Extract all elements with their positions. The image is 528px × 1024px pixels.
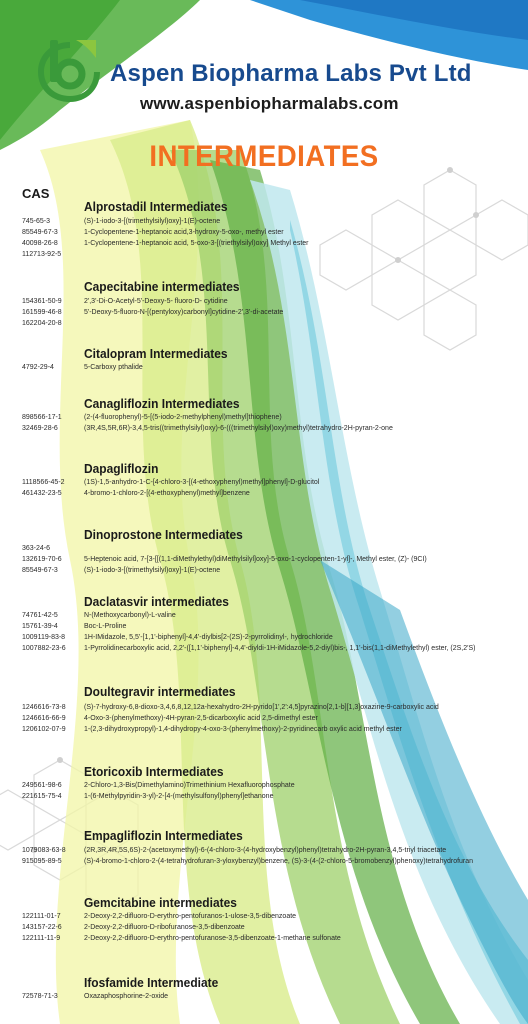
cas-number: 1009119-83-8 xyxy=(22,634,66,641)
compound-row xyxy=(0,856,528,867)
compound-row xyxy=(0,845,528,856)
compound-name: Boc-L-Proline xyxy=(84,623,127,630)
section-title: Dapagliflozin xyxy=(84,461,159,476)
page-title: INTERMEDIATES xyxy=(149,140,379,173)
cas-number: 154361-50-9 xyxy=(22,298,62,305)
cas-number: 122111-11-9 xyxy=(22,935,61,942)
compound-name: 4-Oxo-3-(phenylmethoxy)-4H-pyran-2,5-dicarboxylic acid 2,5-dimethyl ester xyxy=(84,715,318,722)
compound-name: (S)-7-hydroxy-6,8-dioxo-3,4,6,8,12,12a-hexahydro-2H-pyrido[1',2':4,5]pyrazino[2,1-b][1,3]oxazine-9-carboxylic acid xyxy=(84,704,439,711)
section-title: Citalopram Intermediates xyxy=(84,346,228,361)
cas-number: 745-65-3 xyxy=(22,218,51,225)
compound-name: 2-Deoxy-2,2-difluoro-D-erythro-pentofuranose-3,5-dibenzoate-1-methane sulfonate xyxy=(84,935,341,942)
cas-number: 249561-98-6 xyxy=(22,782,62,789)
cas-number: 1118566-45-2 xyxy=(22,479,65,486)
cas-number: 40098-26-8 xyxy=(22,240,58,247)
compound-name: 2-Deoxy-2,2-difluoro-D-erythro-pentofuranos-1-ulose-3,5-dibenzoate xyxy=(84,913,297,920)
compound-row xyxy=(0,933,528,944)
section-title: Alprostadil Intermediates xyxy=(84,199,228,214)
cas-number: 1079083-63-8 xyxy=(22,847,66,854)
cas-number: 1007882-23-6 xyxy=(22,645,66,652)
cas-number: 898566-17-1 xyxy=(22,414,62,421)
compound-name: 2-Deoxy-2,2-difluoro-D-ribofuranose-3,5-dibenzoate xyxy=(84,924,245,931)
compound-row xyxy=(0,318,528,329)
compound-name: 1-Cyclopentene-1-heptanoic acid, 5-oxo-3-[(triethylsilyl)oxy] Methyl ester xyxy=(84,240,309,247)
compound-row xyxy=(0,488,528,499)
compound-name: 1-Cyclopentene-1-heptanoic acid,3-hydroxy-5-oxo-, methyl ester xyxy=(84,229,284,236)
compound-row xyxy=(0,643,528,654)
cas-number: 4792-29-4 xyxy=(22,364,54,371)
compound-name: (3R,4S,5R,6R)-3,4,5-tris((trimethylsilyl)oxy)-6-(((trimethylsilyl)oxy)methyl)tetrahydro-2H-pyran-2-one xyxy=(84,425,393,432)
section-title: Canagliflozin Intermediates xyxy=(84,396,240,411)
compound-name: (1S)-1,5-anhydro-1-C-[4-chloro-3-[(4-ethoxyphenyl)methyl]phenyl]-D-glucitol xyxy=(84,479,320,486)
cas-number: 363-24-6 xyxy=(22,545,51,552)
compound-row xyxy=(0,543,528,554)
company-name: Aspen Biopharma Labs Pvt Ltd xyxy=(110,60,472,87)
compound-name: 2-Chloro-1,3-Bis(Dimethylamino)Trimethinium Hexafluorophosphate xyxy=(84,782,295,789)
cas-number: 74761-42-5 xyxy=(22,612,58,619)
compound-row xyxy=(0,632,528,643)
cas-number: 72578-71-3 xyxy=(22,993,58,1000)
compound-row xyxy=(0,249,528,260)
section-title: Capecitabine intermediates xyxy=(84,279,240,294)
compound-name: Oxazaphosphorine-2-oxide xyxy=(84,993,169,1000)
compound-name: 1-(2,3-dihydroxypropyl)-1,4-dihydropy-4-oxo-3-(phenylmethoxy)-2-pyridinecarb oxylic acid methyl ester xyxy=(84,726,402,733)
cas-number: 162204-20-8 xyxy=(22,320,62,327)
cas-number: 85549-67-3 xyxy=(22,567,58,574)
compound-name: 1-(6-Methylpyridin-3-yl)-2-[4-(methylsulfonyl)phenyl]ethanone xyxy=(84,793,274,800)
compound-row xyxy=(0,713,528,724)
compound-row xyxy=(0,621,528,632)
compound-row xyxy=(0,412,528,423)
compound-row xyxy=(0,296,528,307)
compound-name: 1-Pyrrolidinecarboxylic acid, 2,2'-([1,1'-biphenyl]-4,4'-diyldi-1H-iMidazole-5,2-diyl)bis-, 1,1'-bis(1,1-diMethylethyl) ester, (2S,2'S) xyxy=(84,645,476,652)
cas-number: 161599-46-8 xyxy=(22,309,62,316)
compound-name: 2',3'-Di-O-Acetyl-5'-Deoxy-5- fluoro-D- cytidine xyxy=(84,298,228,305)
cas-number: 132619-70-6 xyxy=(22,556,62,563)
cas-number: 1246616-66-9 xyxy=(22,715,66,722)
section-title: Empagliflozin Intermediates xyxy=(84,828,243,843)
cas-number: 143157-22-6 xyxy=(22,924,62,931)
compound-row xyxy=(0,362,528,373)
cas-number: 85549-67-3 xyxy=(22,229,58,236)
compound-row xyxy=(0,477,528,488)
section-title: Doultegravir intermediates xyxy=(84,684,236,699)
section-title: Gemcitabine intermediates xyxy=(84,895,237,910)
section-title: Ifosfamide Intermediate xyxy=(84,975,219,990)
compound-row xyxy=(0,238,528,249)
compound-name: (S)-1-iodo-3-[(trimethylsilyl)oxy]-1(E)-octene xyxy=(84,567,221,574)
company-logo-icon xyxy=(30,34,104,108)
compound-name: 5-Heptenoic acid, 7-[3-[[(1,1-diMethylethyl)diMethylsilyl]oxy]-5-oxo-1-cyclopenten-1-yl]-, Methyl ester, (Z)- (9CI) xyxy=(84,556,427,563)
cas-number: 32469-28-6 xyxy=(22,425,58,432)
cas-number: 15761-39-4 xyxy=(22,623,58,630)
section-title: Dinoprostone Intermediates xyxy=(84,527,243,542)
compound-row xyxy=(0,991,528,1002)
compound-row xyxy=(0,423,528,434)
compound-row xyxy=(0,554,528,565)
section-title: Daclatasvir intermediates xyxy=(84,594,229,609)
website-url[interactable]: www.aspenbiopharmalabs.com xyxy=(140,94,399,113)
compound-name: 5-Carboxy pthalide xyxy=(84,364,143,371)
cas-number: 122111-01-7 xyxy=(22,913,61,920)
compound-row xyxy=(0,610,528,621)
compound-name: (2R,3R,4R,5S,6S)-2-(acetoxymethyl)-6-(4-chloro-3-(4-hydroxybenzyl)phenyl)tetrahydro-2H-pyran-3,4,5-triyl triacetate xyxy=(84,847,447,854)
compound-row xyxy=(0,791,528,802)
compound-name: N-(Methoxycarbonyl)-L-valine xyxy=(84,612,176,619)
compound-name: (S)-4-bromo-1-chloro-2-(4-tetrahydrofuran-3-yloxybenzyl)benzene, (S)-3-(4-(2-chloro-5-bromobenzyl)phenoxy)tetrahydrofuran xyxy=(84,858,474,865)
cas-number: 1246616-73-8 xyxy=(22,704,66,711)
cas-column-heading: CAS xyxy=(22,186,50,201)
compound-row xyxy=(0,307,528,318)
cas-number: 461432-23-5 xyxy=(22,490,62,497)
cas-number: 221615-75-4 xyxy=(22,793,62,800)
compound-row xyxy=(0,227,528,238)
section-title: Etoricoxib Intermediates xyxy=(84,764,224,779)
cas-number: 915095-89-5 xyxy=(22,858,62,865)
compound-row xyxy=(0,780,528,791)
compound-name: 1H-IMidazole, 5,5'-[1,1'-biphenyl]-4,4'-diylbis[2-(2S)-2-pyrrolidinyl-, hydrochloride xyxy=(84,634,333,641)
compound-name: (2-(4-fluorophenyl)-5-[(5-iodo-2-methylphenyl)methyl]thiophene) xyxy=(84,414,282,421)
compound-row xyxy=(0,702,528,713)
cas-number: 1206102-07-9 xyxy=(22,726,66,733)
compound-row xyxy=(0,565,528,576)
compound-name: 5'-Deoxy-5-fluoro-N-[(pentyloxy)carbonyl]cytidine-2',3'-di-acetate xyxy=(84,309,284,316)
compound-row xyxy=(0,216,528,227)
header xyxy=(0,0,528,130)
cas-number: 112713-92-5 xyxy=(22,251,62,258)
compound-row xyxy=(0,922,528,933)
compound-name: (S)-1-iodo-3-[(trimethylsilyl)oxy]-1(E)-octene xyxy=(84,218,221,225)
compound-row xyxy=(0,724,528,735)
compound-row xyxy=(0,911,528,922)
compound-name: 4-bromo-1-chloro-2-[(4-ethoxyphenyl)methyl]benzene xyxy=(84,490,250,497)
